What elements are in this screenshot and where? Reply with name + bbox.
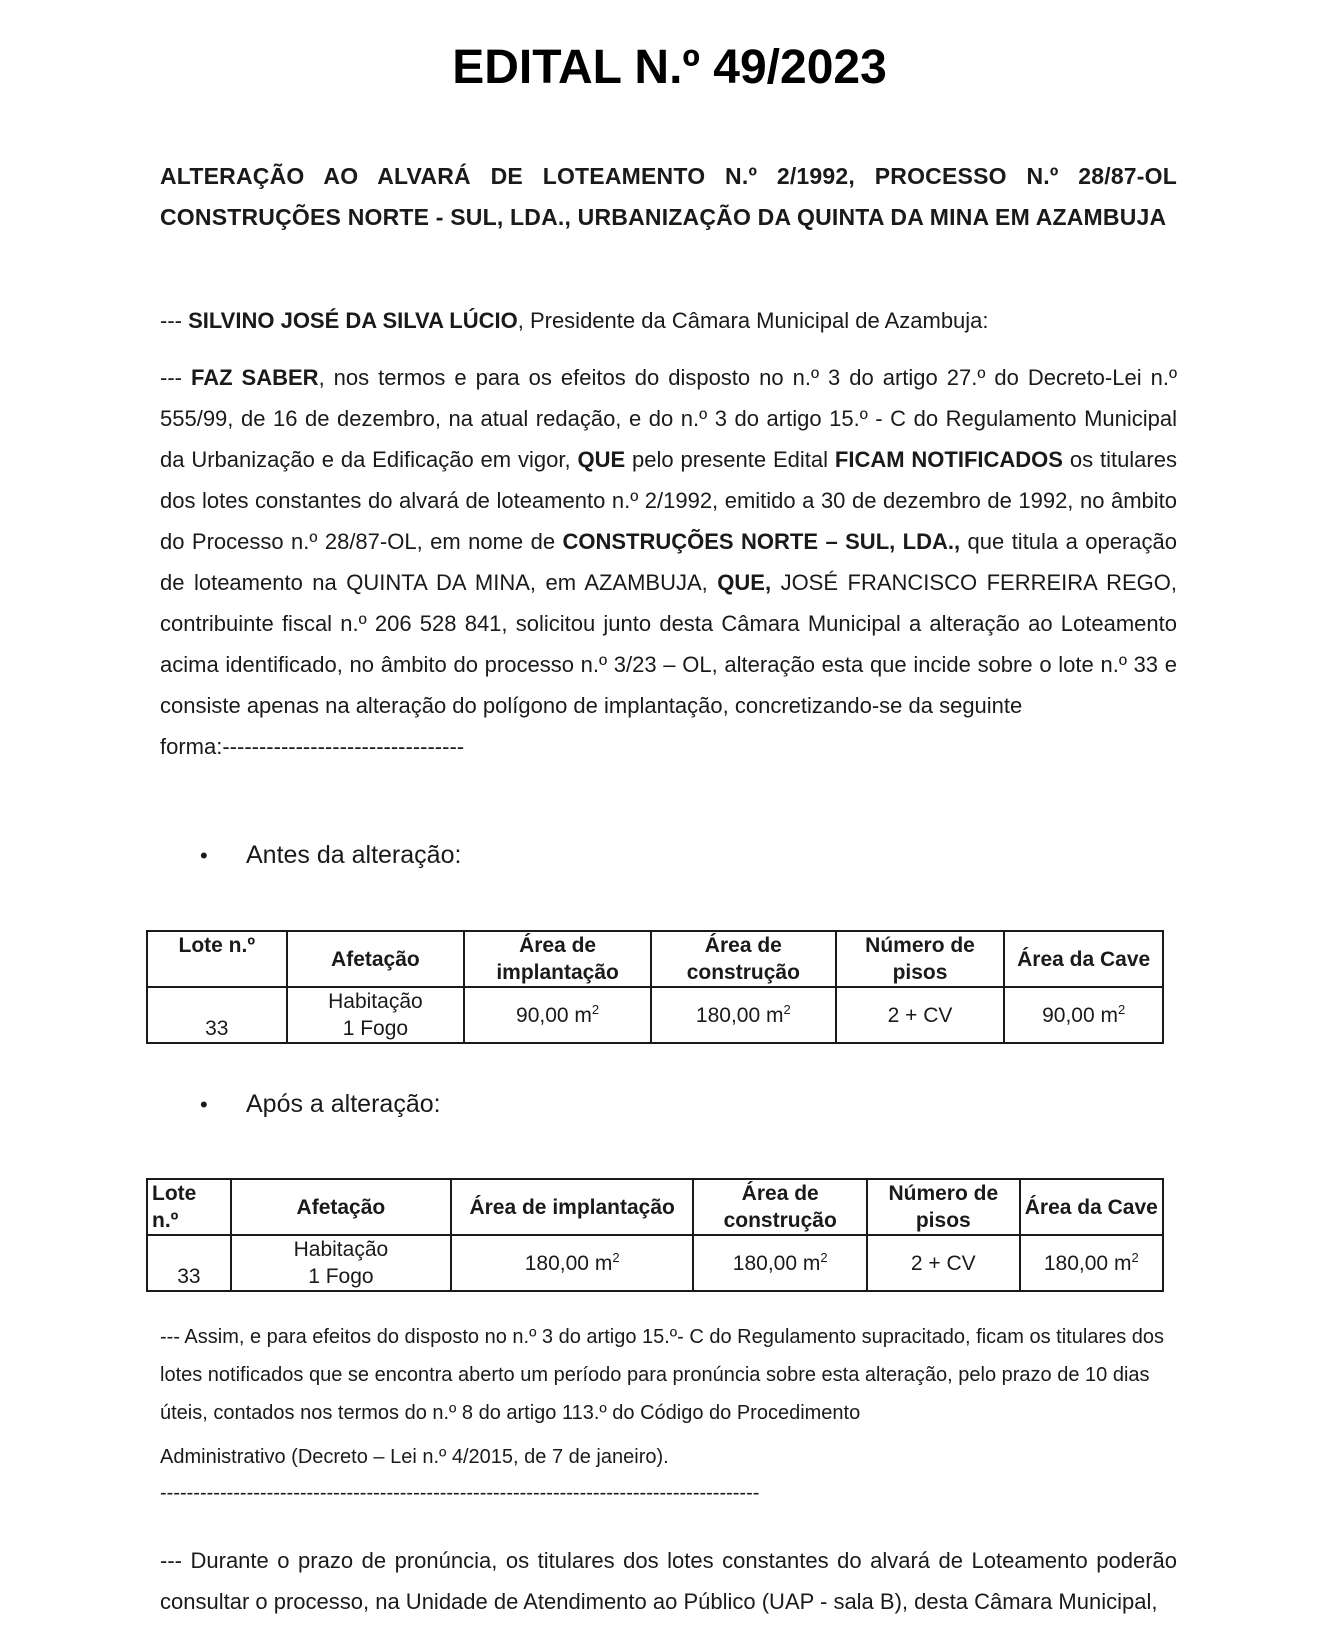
- cell-implantacao: [464, 987, 651, 1043]
- cell-construcao: [651, 987, 836, 1043]
- construcao-value: 180,00 m: [732, 1251, 821, 1275]
- header-implantacao: Área de implantação: [464, 931, 651, 987]
- bullet-antes: [200, 838, 461, 873]
- cell-implantacao: [451, 1235, 693, 1291]
- apos-label: Após a alteração:: [246, 1090, 441, 1118]
- main-s4: os titulares dos lotes constantes do alvará de loteamento n.º 2/1992, emitido a 30 de dezembro de 1992, no âmbito do Processo n.º 28/87-OL, em nome de: [160, 447, 1177, 554]
- main-s3: pelo presente Edital: [625, 447, 835, 472]
- assim-text: --- Assim, e para efeitos do disposto no n.º 3 do artigo 15.º- C do Regulamento supracitado, ficam os titulares dos lotes notificados que se encontra aberto um período para pronúncia sobre esta alteração, pelo prazo de 10 dias úteis, contados nos termos do n.º 8 do artigo 113.º do Código do Procedimento: [160, 1326, 1165, 1424]
- header-lote: Lote n.º: [147, 931, 287, 987]
- presidente-rest: , Presidente da Câmara Municipal de Azambuja:: [517, 308, 989, 333]
- antes-label: Antes da alteração:: [246, 841, 462, 869]
- afetacao-line-2: 1 Fogo: [308, 1265, 374, 1288]
- table-apos: [146, 1178, 1164, 1292]
- header-afetacao: Afetação: [287, 931, 465, 987]
- main-s5: que titula a operação de loteamento na QUINTA DA MINA, em AZAMBUJA,: [160, 529, 1177, 595]
- header-pisos: Número de pisos: [836, 931, 1005, 987]
- unit-sup: 2: [1131, 1249, 1139, 1265]
- bullet-dot-icon: •: [200, 843, 208, 868]
- header-pisos: Número de pisos: [867, 1179, 1020, 1235]
- header-implantacao: Área de implantação: [451, 1179, 693, 1235]
- table-antes: [146, 930, 1164, 1044]
- separator-line: ------------------------------------------------------------------------------------------: [160, 1482, 760, 1504]
- main-s6: JOSÉ FRANCISCO FERREIRA REGO, contribuinte fiscal n.º 206 528 841, solicitou junto desta Câmara Municipal a alteração ao Loteamento acima identificado, no âmbito do processo n.º 3/23 – OL, alteração esta que incide sobre o lote n.º 33 e consiste apenas na alteração do polígono de implantação, concretizando-se da seguinte: [160, 570, 1177, 718]
- unit-sup: 2: [612, 1249, 620, 1265]
- main-s7: forma:---------------------------------: [160, 734, 465, 759]
- main-s2: , nos termos e para os efeitos do disposto no n.º 3 do artigo 27.º do Decreto-Lei n.º 555/99, de 16 de dezembro, na atual redação, e do n.º 3 do artigo 15.º - C do Regulamento Municipal da Urbanização e da Edificação em vigor,: [160, 365, 1177, 472]
- afetacao-line-1: Habitação: [328, 990, 423, 1013]
- cell-pisos: 2 + CV: [867, 1235, 1020, 1291]
- main-s1: ---: [160, 365, 191, 390]
- presidente-name: SILVINO JOSÉ DA SILVA LÚCIO: [188, 308, 518, 333]
- main-b2: QUE: [577, 447, 626, 472]
- cell-cave: [1004, 987, 1163, 1043]
- document-subject: ALTERAÇÃO AO ALVARÁ DE LOTEAMENTO N.º 2/1992, PROCESSO N.º 28/87-OL CONSTRUÇÕES NORTE - SUL, LDA., URBANIZAÇÃO DA QUINTA DA MINA EM AZAMBUJA: [160, 163, 1177, 230]
- cell-cave: [1020, 1235, 1163, 1291]
- assim-last-line: Administrativo (Decreto – Lei n.º 4/2015, de 7 de janeiro).: [160, 1446, 669, 1468]
- presidente-paragraph: [160, 300, 1177, 341]
- main-b4: CONSTRUÇÕES NORTE – SUL, LDA.,: [562, 529, 961, 554]
- implantacao-value: 90,00 m: [516, 1003, 592, 1027]
- durante-paragraph: --- Durante o prazo de pronúncia, os titulares dos lotes constantes do alvará de Loteamento poderão consultar o processo, na Unidade de Atendimento ao Público (UAP - sala B), desta Câmara Municipal,: [160, 1548, 1177, 1614]
- header-construcao: Área de construção: [693, 1179, 867, 1235]
- construcao-value: 180,00 m: [695, 1003, 784, 1027]
- unit-sup: 2: [1118, 1001, 1126, 1017]
- main-b3: FICAM NOTIFICADOS: [834, 447, 1063, 472]
- cell-afetacao: [231, 1235, 451, 1291]
- afetacao-line-2: 1 Fogo: [342, 1017, 409, 1040]
- unit-sup: 2: [783, 1001, 791, 1017]
- unit-sup: 2: [820, 1249, 828, 1265]
- document-title: EDITAL N.º 49/2023: [452, 41, 887, 94]
- cell-construcao: [693, 1235, 867, 1291]
- table-header-row: [147, 1179, 1163, 1235]
- table-row: [147, 987, 1163, 1043]
- main-b1: FAZ SABER: [190, 365, 319, 390]
- cave-value: 180,00 m: [1043, 1251, 1132, 1275]
- afetacao-line-1: Habitação: [293, 1238, 389, 1261]
- assim-paragraph: [160, 1318, 1170, 1476]
- cell-lote: 33: [147, 1235, 231, 1291]
- implantacao-value: 180,00 m: [524, 1251, 613, 1275]
- presidente-prefix: ---: [160, 308, 189, 333]
- header-lote: Lote n.º: [147, 1179, 231, 1235]
- header-cave: Área da Cave: [1020, 1179, 1163, 1235]
- cave-value: 90,00 m: [1042, 1003, 1118, 1027]
- cell-afetacao: [287, 987, 465, 1043]
- main-b5: QUE,: [717, 570, 772, 595]
- header-afetacao: Afetação: [231, 1179, 451, 1235]
- header-cave: Área da Cave: [1004, 931, 1163, 987]
- cell-lote: 33: [147, 987, 287, 1043]
- unit-sup: 2: [591, 1001, 600, 1017]
- cell-pisos: 2 + CV: [836, 987, 1005, 1043]
- main-paragraph: [160, 357, 1177, 767]
- table-row: [147, 1235, 1163, 1291]
- header-construcao: Área de construção: [651, 931, 836, 987]
- bullet-apos: [200, 1087, 441, 1122]
- table-header-row: [147, 931, 1163, 987]
- bullet-dot-icon: •: [200, 1092, 208, 1117]
